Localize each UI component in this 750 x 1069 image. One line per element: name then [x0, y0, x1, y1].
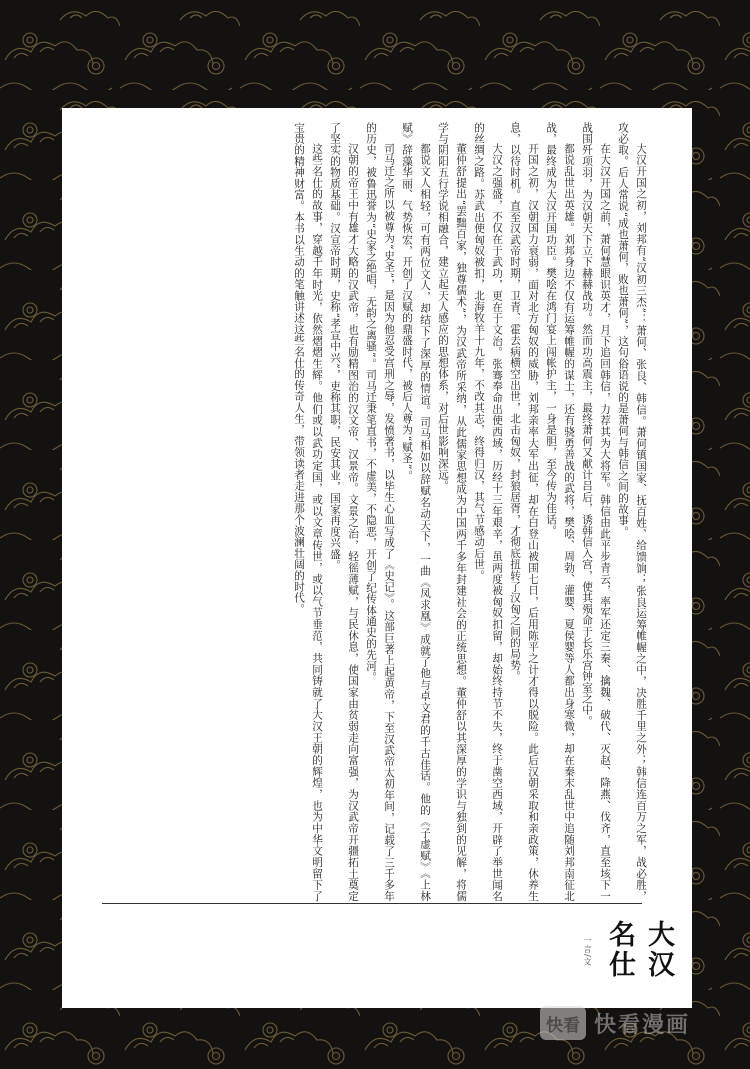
- author-byline: 一言/文: [583, 936, 592, 967]
- watermark-text: 快看漫画: [594, 1012, 691, 1038]
- paragraph: 大汉开国之初，刘邦有“汉初三杰”：萧何、张良、韩信。萧何镇国家、抚百姓、给馈饷；张良运筹帷幄之中，决胜千里之外；韩信连百万之军，战必胜，攻必取。后人常说“成也萧何，败也萧何”，这句俗语说的是萧何与韩信之间的故事。: [617, 122, 647, 902]
- paragraph: 董仲舒提出“罢黜百家，独尊儒术”，为汉武帝所采纳，从此儒家思想成为中国两千多年封建社会的正统思想。董仲舒以其深厚的学识与独到的见解，将儒学与阴阳五行学说相融合，建立起天人感应的思想体系，对后世影响深远。: [437, 122, 467, 902]
- watermark-logo-icon: 快看: [540, 1006, 586, 1040]
- paragraph: 在大汉开国之前，萧何慧眼识英才，月下追回韩信，力荐其为大将军。韩信由此平步青云，率军还定三秦、擒魏、破代、灭赵、降燕、伐齐，直至垓下一战围歼项羽，为汉朝天下立下赫赫战功。然而功高震主，最终萧何又献计吕后，诱韩信入宫，使其殒命于长乐宫钟室之中。: [581, 122, 611, 902]
- paragraph: 开国之初，汉朝国力衰弱，面对北方匈奴的威胁，刘邦亲率大军出征，却在白登山被围七日，后用陈平之计才得以脱险。此后汉朝采取和亲政策，休养生息，以待时机。直至汉武帝时期，卫青、霍去病横空出世，北击匈奴，封狼居胥，才彻底扭转了汉匈之间的局势。: [509, 122, 539, 902]
- page-title: 大汉名仕: [604, 920, 674, 980]
- paragraph: 都说文人相轻，可有两位文人，却结下了深厚的情谊。司马相如以辞赋名动天下，一曲《凤求凰》成就了他与卓文君的千古佳话。他的《子虚赋》《上林赋》辞藻华丽、气势恢宏，开创了汉赋的鼎盛时代，被后人尊为“赋圣”。: [401, 122, 431, 902]
- article-body: [100, 122, 650, 902]
- paragraph: 都说乱世出英雄。刘邦身边不仅有运筹帷幄的谋士，还有骁勇善战的武将，樊哙、周勃、灌婴、夏侯婴等人都出身寒微，却在秦末乱世中追随刘邦南征北战，最终成为大汉开国功臣。樊哙在鸿门宴上闯帐护主，一身是胆，至今传为佳话。: [545, 122, 575, 902]
- paragraph: 这些名仕的故事，穿越千年时光，依然熠熠生辉。他们或以武功定国，或以文章传世，或以气节垂范，共同铸就了大汉王朝的辉煌，也为中华文明留下了宝贵的精神财富。本书以生动的笔触讲述这些名仕的传奇人生，带领读者走进那个波澜壮阔的时代。: [293, 122, 323, 902]
- paragraph: 汉朝的帝王中有雄才大略的汉武帝，也有励精图治的汉文帝、汉景帝。文景之治，轻徭薄赋，与民休息，使国家由贫弱走向富强，为汉武帝开疆拓土奠定了坚实的物质基础。汉宣帝时期，史称“孝宣中兴”，吏称其职，民安其业，国家再度兴盛。: [329, 122, 359, 902]
- divider-line: [102, 903, 642, 904]
- page-sheet: [62, 108, 692, 1008]
- watermark: [540, 1000, 740, 1046]
- paragraph: 司马迁之所以被尊为“史圣”，是因为他忍受宫刑之辱，发愤著书，以毕生心血写成了《史记》。这部巨著上起黄帝，下至汉武帝太初年间，记载了三千多年的历史，被鲁迅誉为“史家之绝唱，无韵之离骚”。司马迁秉笔直书，不虚美，不隐恶，开创了纪传体通史的先河。: [365, 122, 395, 902]
- paragraph: 大汉之强盛，不仅在于武功，更在于文治。张骞奉命出使西域，历经十三年艰辛，虽两度被匈奴扣留，却始终持节不失，终于凿空西域，开辟了举世闻名的丝绸之路。苏武出使匈奴被扣，北海牧羊十九年，不改其志，终得归汉，其气节感动后世。: [473, 122, 503, 902]
